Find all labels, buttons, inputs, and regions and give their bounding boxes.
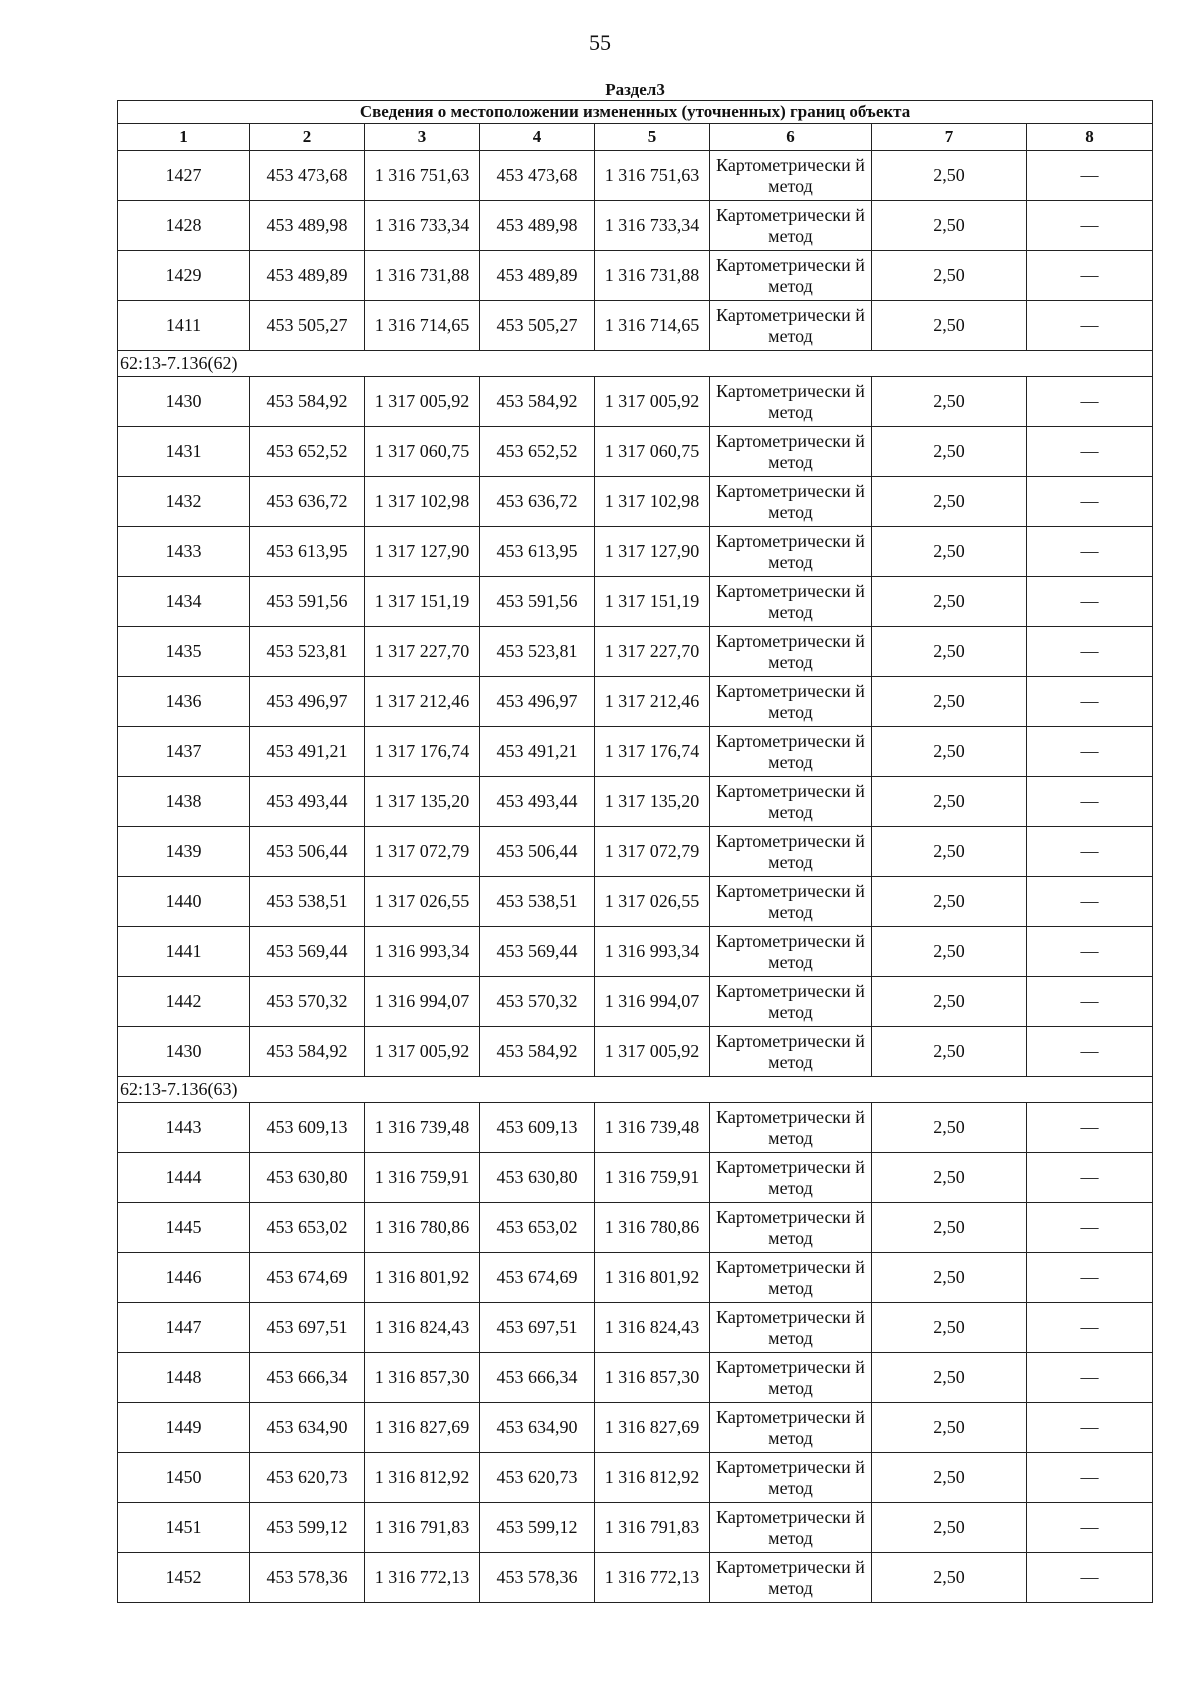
method-cell: Картометрически й метод [710, 977, 872, 1027]
coord-y-old-cell: 1 316 824,43 [365, 1303, 480, 1353]
coord-x-old-cell: 453 505,27 [250, 301, 365, 351]
accuracy-cell: 2,50 [872, 1553, 1027, 1603]
note-cell: — [1027, 877, 1153, 927]
coord-x-old-cell: 453 591,56 [250, 577, 365, 627]
coord-x-new-cell: 453 473,68 [480, 151, 595, 201]
coord-x-new-cell: 453 666,34 [480, 1353, 595, 1403]
coord-x-old-cell: 453 613,95 [250, 527, 365, 577]
method-cell: Картометрически й метод [710, 1553, 872, 1603]
note-cell: — [1027, 577, 1153, 627]
coord-x-old-cell: 453 620,73 [250, 1453, 365, 1503]
coord-x-new-cell: 453 505,27 [480, 301, 595, 351]
coord-y-new-cell: 1 316 827,69 [595, 1403, 710, 1453]
coord-x-new-cell: 453 496,97 [480, 677, 595, 727]
coordinates-table [117, 80, 1153, 1603]
note-cell: — [1027, 1253, 1153, 1303]
coord-x-new-cell: 453 538,51 [480, 877, 595, 927]
accuracy-cell: 2,50 [872, 1503, 1027, 1553]
method-cell: Картометрически й метод [710, 927, 872, 977]
table-row [118, 1503, 1153, 1553]
table-row [118, 1403, 1153, 1453]
point-number-cell: 1431 [118, 427, 250, 477]
point-number-cell: 1441 [118, 927, 250, 977]
point-number-cell: 1450 [118, 1453, 250, 1503]
method-cell: Картометрически й метод [710, 1403, 872, 1453]
point-number-cell: 1452 [118, 1553, 250, 1603]
table-row [118, 1453, 1153, 1503]
page-number: 55 [589, 30, 611, 55]
accuracy-cell: 2,50 [872, 977, 1027, 1027]
coord-x-old-cell: 453 674,69 [250, 1253, 365, 1303]
method-cell: Картометрически й метод [710, 1153, 872, 1203]
accuracy-cell: 2,50 [872, 427, 1027, 477]
coord-y-old-cell: 1 317 005,92 [365, 377, 480, 427]
method-cell: Картометрически й метод [710, 301, 872, 351]
coord-x-old-cell: 453 636,72 [250, 477, 365, 527]
coord-x-old-cell: 453 523,81 [250, 627, 365, 677]
table-row [118, 151, 1153, 201]
note-cell: — [1027, 427, 1153, 477]
coord-y-new-cell: 1 317 060,75 [595, 427, 710, 477]
coord-y-old-cell: 1 317 176,74 [365, 727, 480, 777]
point-number-cell: 1449 [118, 1403, 250, 1453]
coord-x-old-cell: 453 578,36 [250, 1553, 365, 1603]
table-row [118, 251, 1153, 301]
method-cell: Картометрически й метод [710, 827, 872, 877]
group-row [118, 1077, 1153, 1103]
coord-x-new-cell: 453 578,36 [480, 1553, 595, 1603]
coord-y-new-cell: 1 317 227,70 [595, 627, 710, 677]
method-cell: Картометрически й метод [710, 1503, 872, 1553]
coord-y-old-cell: 1 316 993,34 [365, 927, 480, 977]
point-number-cell: 1430 [118, 1027, 250, 1077]
point-number-cell: 1442 [118, 977, 250, 1027]
coord-y-old-cell: 1 316 812,92 [365, 1453, 480, 1503]
coord-y-old-cell: 1 316 994,07 [365, 977, 480, 1027]
coord-y-new-cell: 1 317 102,98 [595, 477, 710, 527]
note-cell: — [1027, 477, 1153, 527]
coord-y-old-cell: 1 316 827,69 [365, 1403, 480, 1453]
coord-y-old-cell: 1 316 780,86 [365, 1203, 480, 1253]
point-number-cell: 1445 [118, 1203, 250, 1253]
coord-x-old-cell: 453 599,12 [250, 1503, 365, 1553]
column-header: 3 [365, 124, 480, 151]
coord-x-old-cell: 453 506,44 [250, 827, 365, 877]
coord-y-new-cell: 1 317 005,92 [595, 377, 710, 427]
coord-x-old-cell: 453 491,21 [250, 727, 365, 777]
column-header: 7 [872, 124, 1027, 151]
column-header-row [118, 124, 1153, 151]
coord-y-old-cell: 1 316 759,91 [365, 1153, 480, 1203]
note-cell: — [1027, 627, 1153, 677]
table-row [118, 427, 1153, 477]
coord-x-new-cell: 453 674,69 [480, 1253, 595, 1303]
table-row [118, 1553, 1153, 1603]
coord-x-new-cell: 453 652,52 [480, 427, 595, 477]
table-row [118, 577, 1153, 627]
coord-x-new-cell: 453 630,80 [480, 1153, 595, 1203]
coord-y-old-cell: 1 317 005,92 [365, 1027, 480, 1077]
coord-y-old-cell: 1 317 151,19 [365, 577, 480, 627]
parcel-group-label: 62:13-7.136(63) [118, 1077, 1153, 1103]
point-number-cell: 1427 [118, 151, 250, 201]
coord-y-new-cell: 1 316 801,92 [595, 1253, 710, 1303]
note-cell: — [1027, 977, 1153, 1027]
note-cell: — [1027, 377, 1153, 427]
method-cell: Картометрически й метод [710, 577, 872, 627]
table-body [118, 151, 1153, 1603]
note-cell: — [1027, 1103, 1153, 1153]
table-row [118, 877, 1153, 927]
coord-x-new-cell: 453 584,92 [480, 377, 595, 427]
coord-x-new-cell: 453 491,21 [480, 727, 595, 777]
accuracy-cell: 2,50 [872, 1253, 1027, 1303]
coord-x-new-cell: 453 609,13 [480, 1103, 595, 1153]
method-cell: Картометрически й метод [710, 1353, 872, 1403]
accuracy-cell: 2,50 [872, 301, 1027, 351]
method-cell: Картометрически й метод [710, 527, 872, 577]
point-number-cell: 1433 [118, 527, 250, 577]
accuracy-cell: 2,50 [872, 527, 1027, 577]
method-cell: Картометрически й метод [710, 251, 872, 301]
coord-x-old-cell: 453 538,51 [250, 877, 365, 927]
method-cell: Картометрически й метод [710, 727, 872, 777]
accuracy-cell: 2,50 [872, 1303, 1027, 1353]
accuracy-cell: 2,50 [872, 1353, 1027, 1403]
coord-x-new-cell: 453 599,12 [480, 1503, 595, 1553]
note-cell: — [1027, 201, 1153, 251]
point-number-cell: 1436 [118, 677, 250, 727]
note-cell: — [1027, 527, 1153, 577]
note-cell: — [1027, 1453, 1153, 1503]
coord-y-old-cell: 1 317 026,55 [365, 877, 480, 927]
column-header: 1 [118, 124, 250, 151]
table-row [118, 977, 1153, 1027]
method-cell: Картометрически й метод [710, 1103, 872, 1153]
coord-x-old-cell: 453 493,44 [250, 777, 365, 827]
coord-x-new-cell: 453 653,02 [480, 1203, 595, 1253]
coord-x-new-cell: 453 489,89 [480, 251, 595, 301]
accuracy-cell: 2,50 [872, 1103, 1027, 1153]
coord-x-new-cell: 453 620,73 [480, 1453, 595, 1503]
method-cell: Картометрически й метод [710, 477, 872, 527]
method-cell: Картометрически й метод [710, 201, 872, 251]
method-cell: Картометрически й метод [710, 1253, 872, 1303]
table-row [118, 201, 1153, 251]
coord-x-new-cell: 453 697,51 [480, 1303, 595, 1353]
coord-x-new-cell: 453 613,95 [480, 527, 595, 577]
table-row [118, 927, 1153, 977]
column-header: 6 [710, 124, 872, 151]
accuracy-cell: 2,50 [872, 577, 1027, 627]
note-cell: — [1027, 251, 1153, 301]
method-cell: Картометрически й метод [710, 677, 872, 727]
coord-y-new-cell: 1 316 791,83 [595, 1503, 710, 1553]
table-row [118, 527, 1153, 577]
coord-x-old-cell: 453 570,32 [250, 977, 365, 1027]
coord-x-old-cell: 453 473,68 [250, 151, 365, 201]
coord-x-new-cell: 453 489,98 [480, 201, 595, 251]
coord-y-new-cell: 1 317 005,92 [595, 1027, 710, 1077]
method-cell: Картометрически й метод [710, 627, 872, 677]
note-cell: — [1027, 777, 1153, 827]
point-number-cell: 1443 [118, 1103, 250, 1153]
note-cell: — [1027, 1503, 1153, 1553]
point-number-cell: 1439 [118, 827, 250, 877]
table-row [118, 377, 1153, 427]
point-number-cell: 1444 [118, 1153, 250, 1203]
coord-y-old-cell: 1 316 801,92 [365, 1253, 480, 1303]
note-cell: — [1027, 727, 1153, 777]
point-number-cell: 1429 [118, 251, 250, 301]
coord-x-old-cell: 453 653,02 [250, 1203, 365, 1253]
coord-y-old-cell: 1 316 714,65 [365, 301, 480, 351]
coord-y-new-cell: 1 316 993,34 [595, 927, 710, 977]
coord-x-old-cell: 453 584,92 [250, 1027, 365, 1077]
note-cell: — [1027, 1203, 1153, 1253]
coord-x-old-cell: 453 697,51 [250, 1303, 365, 1353]
coord-y-new-cell: 1 316 733,34 [595, 201, 710, 251]
accuracy-cell: 2,50 [872, 877, 1027, 927]
accuracy-cell: 2,50 [872, 1453, 1027, 1503]
accuracy-cell: 2,50 [872, 1153, 1027, 1203]
table-row [118, 1027, 1153, 1077]
coord-x-new-cell: 453 570,32 [480, 977, 595, 1027]
column-header: 4 [480, 124, 595, 151]
coord-y-old-cell: 1 316 739,48 [365, 1103, 480, 1153]
point-number-cell: 1411 [118, 301, 250, 351]
coord-y-old-cell: 1 316 733,34 [365, 201, 480, 251]
coord-y-new-cell: 1 316 994,07 [595, 977, 710, 1027]
note-cell: — [1027, 1027, 1153, 1077]
method-cell: Картометрически й метод [710, 151, 872, 201]
accuracy-cell: 2,50 [872, 201, 1027, 251]
accuracy-cell: 2,50 [872, 1203, 1027, 1253]
note-cell: — [1027, 301, 1153, 351]
point-number-cell: 1435 [118, 627, 250, 677]
coord-y-new-cell: 1 317 212,46 [595, 677, 710, 727]
note-cell: — [1027, 1403, 1153, 1453]
group-row [118, 351, 1153, 377]
coord-x-new-cell: 453 569,44 [480, 927, 595, 977]
coord-x-new-cell: 453 506,44 [480, 827, 595, 877]
table-row [118, 627, 1153, 677]
table-row [118, 1153, 1153, 1203]
coord-y-old-cell: 1 317 060,75 [365, 427, 480, 477]
coord-x-new-cell: 453 636,72 [480, 477, 595, 527]
point-number-cell: 1447 [118, 1303, 250, 1353]
point-number-cell: 1428 [118, 201, 250, 251]
accuracy-cell: 2,50 [872, 627, 1027, 677]
coord-y-new-cell: 1 316 759,91 [595, 1153, 710, 1203]
note-cell: — [1027, 151, 1153, 201]
note-cell: — [1027, 827, 1153, 877]
note-cell: — [1027, 677, 1153, 727]
column-header: 2 [250, 124, 365, 151]
note-cell: — [1027, 1153, 1153, 1203]
note-cell: — [1027, 1553, 1153, 1603]
table-title: Сведения о местоположении измененных (уточненных) границ объекта [118, 101, 1153, 124]
point-number-cell: 1438 [118, 777, 250, 827]
coord-x-old-cell: 453 489,89 [250, 251, 365, 301]
coord-y-new-cell: 1 317 135,20 [595, 777, 710, 827]
table-row [118, 727, 1153, 777]
coord-y-old-cell: 1 317 127,90 [365, 527, 480, 577]
table-row [118, 1353, 1153, 1403]
table-row [118, 1103, 1153, 1153]
coord-x-new-cell: 453 584,92 [480, 1027, 595, 1077]
table-row [118, 1203, 1153, 1253]
note-cell: — [1027, 1353, 1153, 1403]
table-row [118, 301, 1153, 351]
method-cell: Картометрически й метод [710, 1303, 872, 1353]
accuracy-cell: 2,50 [872, 727, 1027, 777]
method-cell: Картометрически й метод [710, 427, 872, 477]
point-number-cell: 1446 [118, 1253, 250, 1303]
point-number-cell: 1430 [118, 377, 250, 427]
column-header: 5 [595, 124, 710, 151]
method-cell: Картометрически й метод [710, 377, 872, 427]
coord-y-new-cell: 1 316 824,43 [595, 1303, 710, 1353]
coord-y-new-cell: 1 316 731,88 [595, 251, 710, 301]
coord-y-old-cell: 1 317 212,46 [365, 677, 480, 727]
coord-y-new-cell: 1 316 751,63 [595, 151, 710, 201]
method-cell: Картометрически й метод [710, 877, 872, 927]
coord-x-new-cell: 453 493,44 [480, 777, 595, 827]
coord-y-new-cell: 1 316 812,92 [595, 1453, 710, 1503]
coord-x-old-cell: 453 496,97 [250, 677, 365, 727]
accuracy-cell: 2,50 [872, 1403, 1027, 1453]
table-row [118, 677, 1153, 727]
coord-x-old-cell: 453 489,98 [250, 201, 365, 251]
table-row [118, 1303, 1153, 1353]
coord-x-old-cell: 453 666,34 [250, 1353, 365, 1403]
coord-x-old-cell: 453 584,92 [250, 377, 365, 427]
coord-x-old-cell: 453 630,80 [250, 1153, 365, 1203]
coord-y-old-cell: 1 317 135,20 [365, 777, 480, 827]
point-number-cell: 1434 [118, 577, 250, 627]
note-cell: — [1027, 927, 1153, 977]
accuracy-cell: 2,50 [872, 677, 1027, 727]
point-number-cell: 1448 [118, 1353, 250, 1403]
method-cell: Картометрически й метод [710, 777, 872, 827]
accuracy-cell: 2,50 [872, 1027, 1027, 1077]
coord-y-old-cell: 1 317 072,79 [365, 827, 480, 877]
coord-y-old-cell: 1 317 102,98 [365, 477, 480, 527]
accuracy-cell: 2,50 [872, 927, 1027, 977]
point-number-cell: 1437 [118, 727, 250, 777]
coord-y-old-cell: 1 317 227,70 [365, 627, 480, 677]
section-label: Раздел3 [605, 80, 665, 99]
table-row [118, 477, 1153, 527]
note-cell: — [1027, 1303, 1153, 1353]
table-row [118, 827, 1153, 877]
coord-y-old-cell: 1 316 751,63 [365, 151, 480, 201]
coord-y-new-cell: 1 317 026,55 [595, 877, 710, 927]
coord-y-new-cell: 1 316 772,13 [595, 1553, 710, 1603]
point-number-cell: 1432 [118, 477, 250, 527]
table-row [118, 1253, 1153, 1303]
coord-y-old-cell: 1 316 791,83 [365, 1503, 480, 1553]
method-cell: Картометрически й метод [710, 1453, 872, 1503]
coord-x-old-cell: 453 569,44 [250, 927, 365, 977]
column-header: 8 [1027, 124, 1153, 151]
coord-x-old-cell: 453 634,90 [250, 1403, 365, 1453]
coord-y-new-cell: 1 317 151,19 [595, 577, 710, 627]
coord-y-new-cell: 1 317 176,74 [595, 727, 710, 777]
coord-y-old-cell: 1 316 772,13 [365, 1553, 480, 1603]
coord-x-new-cell: 453 523,81 [480, 627, 595, 677]
coord-y-new-cell: 1 317 127,90 [595, 527, 710, 577]
coord-x-old-cell: 453 652,52 [250, 427, 365, 477]
coord-y-old-cell: 1 316 731,88 [365, 251, 480, 301]
method-cell: Картометрически й метод [710, 1027, 872, 1077]
coord-x-old-cell: 453 609,13 [250, 1103, 365, 1153]
coord-y-new-cell: 1 317 072,79 [595, 827, 710, 877]
accuracy-cell: 2,50 [872, 151, 1027, 201]
accuracy-cell: 2,50 [872, 477, 1027, 527]
coord-y-new-cell: 1 316 780,86 [595, 1203, 710, 1253]
accuracy-cell: 2,50 [872, 377, 1027, 427]
method-cell: Картометрически й метод [710, 1203, 872, 1253]
coord-x-new-cell: 453 634,90 [480, 1403, 595, 1453]
coord-y-old-cell: 1 316 857,30 [365, 1353, 480, 1403]
parcel-group-label: 62:13-7.136(62) [118, 351, 1153, 377]
table-row [118, 777, 1153, 827]
coord-y-new-cell: 1 316 714,65 [595, 301, 710, 351]
accuracy-cell: 2,50 [872, 827, 1027, 877]
coord-x-new-cell: 453 591,56 [480, 577, 595, 627]
coord-y-new-cell: 1 316 857,30 [595, 1353, 710, 1403]
accuracy-cell: 2,50 [872, 777, 1027, 827]
point-number-cell: 1451 [118, 1503, 250, 1553]
accuracy-cell: 2,50 [872, 251, 1027, 301]
point-number-cell: 1440 [118, 877, 250, 927]
coord-y-new-cell: 1 316 739,48 [595, 1103, 710, 1153]
